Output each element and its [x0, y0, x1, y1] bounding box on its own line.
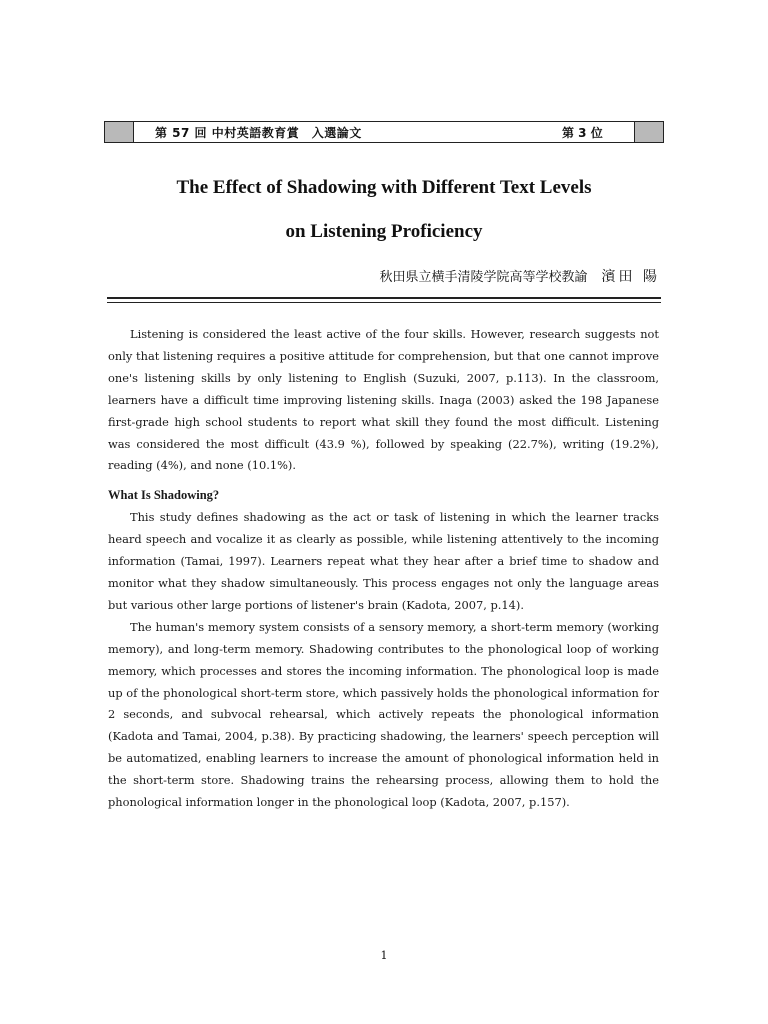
header-shade-right: [634, 122, 663, 142]
paper-title-line-2: on Listening Proficiency: [285, 221, 483, 242]
title-divider-thick: [107, 297, 661, 299]
header-shade-left: [105, 122, 134, 142]
title-divider-thin: [107, 302, 661, 303]
author-name: 濱田 陽: [601, 269, 660, 285]
award-label: 第 57 回 中村英語教育賞 入選論文: [155, 126, 362, 140]
body-paragraph: This study defines shadowing as the act or task of listening in which the learner tracks heard speech and vocalize it as clearly as possible, while listening attentively to the incoming information (Tamai, 1997). Learners repeat what they hear after a brief time to shadow and monitor what they shadow simultaneously. This process engages not only the language areas but various other large portions of listener's brain (Kadota, 2007, p.14).: [108, 510, 659, 612]
paper-title-line-1: The Effect of Shadowing with Different Text Levels: [176, 177, 592, 198]
page-number: 1: [380, 949, 388, 962]
award-header-band: [104, 121, 664, 143]
author-line: [380, 266, 660, 286]
author-affiliation: 秋田県立横手清陵学院高等学校教諭: [379, 270, 588, 285]
paper-body: [108, 324, 659, 814]
body-paragraph: The human's memory system consists of a sensory memory, a short-term memory (working memory), and long-term memory. Shadowing contributes to the phonological loop of working memory, which processes and stores the incoming information. The phonological loop is made up of the phonological short-term store, which passively holds the phonological information for 2 seconds, and subvocal rehearsal, which actively repeats the phonological information (Kadota and Tamai, 2004, p.38). By practicing shadowing, the learners' speech perception will be automatized, enabling learners to increase the amount of phonological information held in the short-term store. Shadowing trains the rehearsing process, allowing them to hold the phonological information longer in the phonological loop (Kadota, 2007, p.157).: [108, 619, 659, 810]
intro-paragraph: Listening is considered the least active of the four skills. However, research suggests not only that listening requires a positive attitude for comprehension, but that one cannot improve one's listening skills by only listening to English (Suzuki, 2007, p.113). In the classroom, learners have a difficult time improving listening skills. Inaga (2003) asked the 198 Japanese first-grade high school students to report what skill they found the most difficult. Listening was considered the most difficult (43.9 %), followed by speaking (22.7%), writing (19.2%), reading (4%), and none (10.1%).: [108, 327, 659, 473]
award-rank: 第 3 位: [562, 126, 603, 140]
section-heading: What Is Shadowing?: [108, 488, 220, 503]
